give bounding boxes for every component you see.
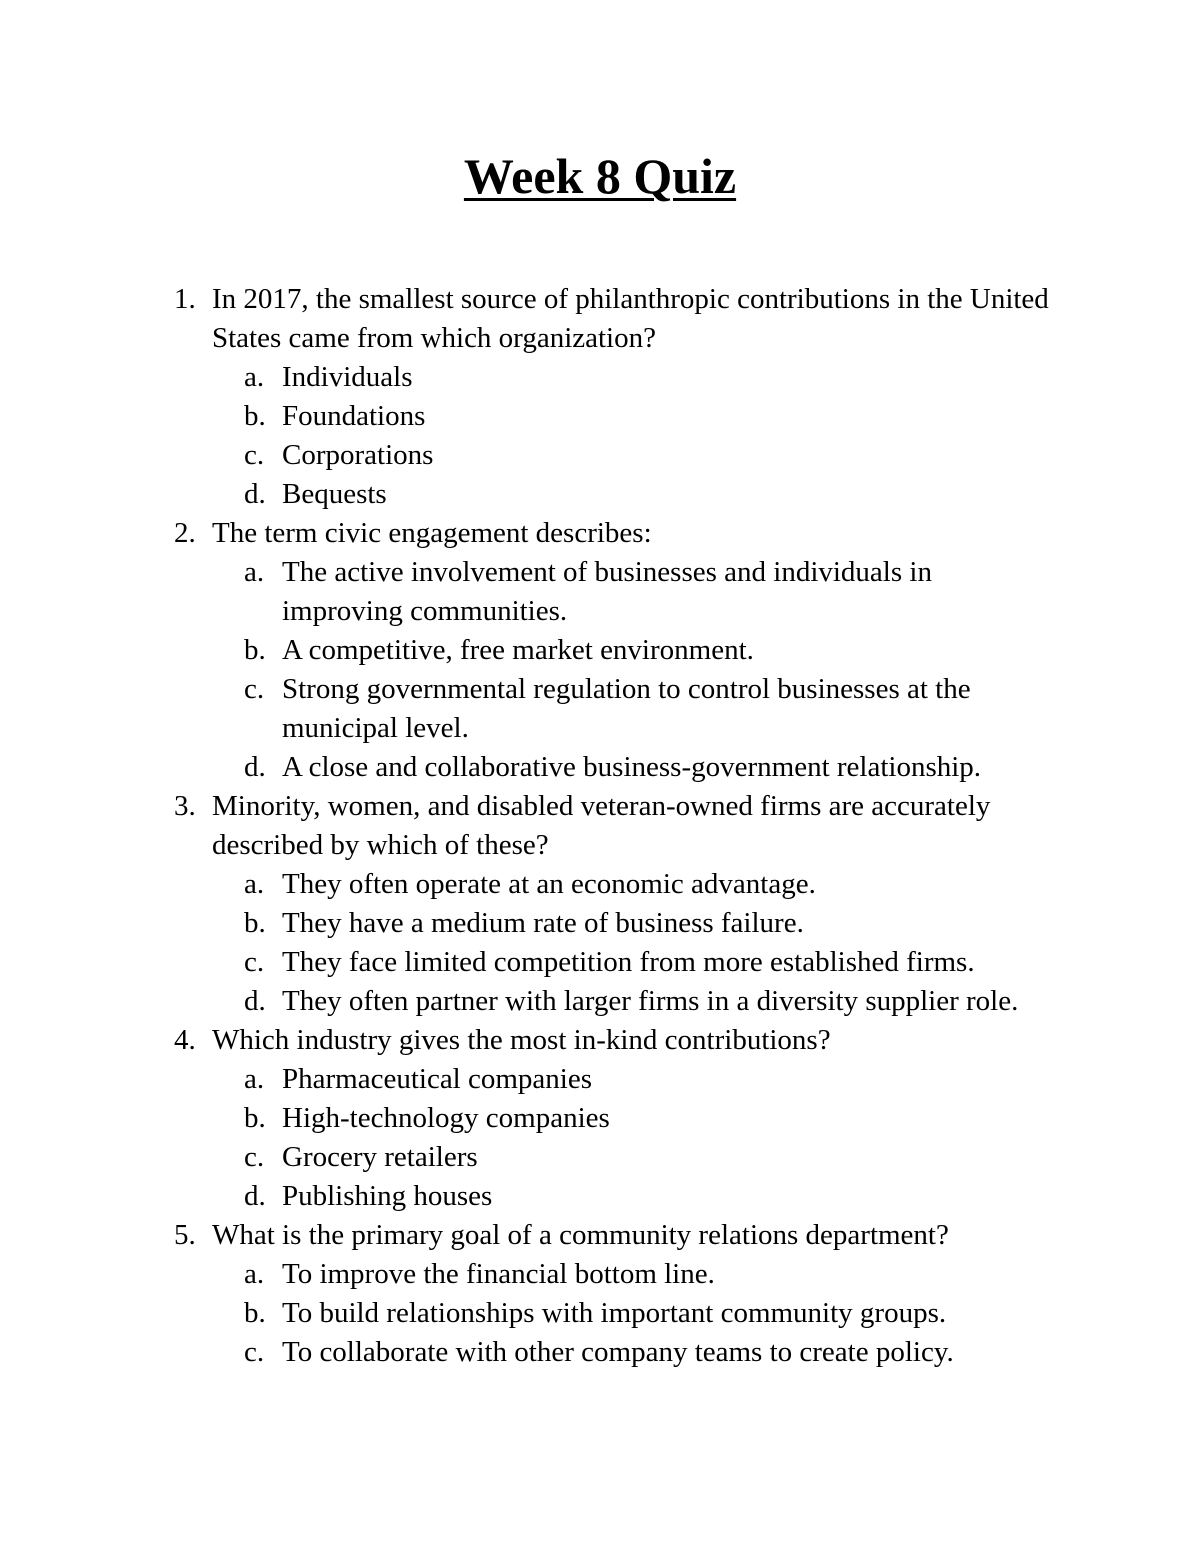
option-item: [212, 670, 1052, 748]
question-text: Minority, women, and disabled veteran-owned firms are accurately described by which of these?: [212, 790, 991, 861]
option-item: [212, 1138, 1052, 1177]
option-letter: d.: [244, 985, 266, 1017]
option-item: [212, 943, 1052, 982]
option-letter: c.: [244, 1141, 265, 1173]
option-item: [212, 748, 1052, 787]
option-text: They often operate at an economic advantage.: [282, 868, 816, 900]
option-item: [212, 358, 1052, 397]
option-letter: d.: [244, 478, 266, 510]
option-item: [212, 982, 1052, 1021]
option-item: [212, 475, 1052, 514]
option-letter: a.: [244, 868, 265, 900]
option-item: [212, 1099, 1052, 1138]
option-list: [212, 553, 1072, 787]
option-text: A competitive, free market environment.: [282, 634, 754, 666]
question-5: [0, 1216, 1072, 1372]
option-list: [212, 865, 1072, 1021]
option-text: High-technology companies: [282, 1102, 610, 1134]
option-letter: b.: [244, 1102, 266, 1134]
option-text: They often partner with larger firms in a diversity supplier role.: [282, 985, 1019, 1017]
question-1: [0, 280, 1072, 514]
option-text: To build relationships with important community groups.: [282, 1297, 947, 1329]
option-letter: b.: [244, 400, 266, 432]
option-letter: a.: [244, 1063, 265, 1095]
option-letter: c.: [244, 1336, 265, 1368]
option-text: Strong governmental regulation to control businesses at the municipal level.: [282, 673, 971, 744]
option-text: Pharmaceutical companies: [282, 1063, 593, 1095]
option-letter: b.: [244, 1297, 266, 1329]
option-text: Corporations: [282, 439, 434, 471]
option-letter: d.: [244, 1180, 266, 1212]
option-letter: d.: [244, 751, 266, 783]
question-number: 5.: [174, 1219, 196, 1251]
question-number: 1.: [174, 283, 196, 315]
option-text: Foundations: [282, 400, 426, 432]
option-text: To improve the financial bottom line.: [282, 1258, 715, 1290]
option-item: [212, 1177, 1052, 1216]
option-letter: c.: [244, 673, 265, 705]
page-title: Week 8 Quiz: [463, 148, 737, 204]
option-item: [212, 1333, 1052, 1372]
question-3: [0, 787, 1072, 1021]
option-item: [212, 1060, 1052, 1099]
option-text: To collaborate with other company teams to create policy.: [282, 1336, 954, 1368]
option-list: [212, 358, 1072, 514]
option-item: [212, 865, 1052, 904]
option-letter: b.: [244, 634, 266, 666]
option-item: [212, 1255, 1052, 1294]
option-list: [212, 1255, 1072, 1372]
question-number: 2.: [174, 517, 196, 549]
option-item: [212, 904, 1052, 943]
option-letter: c.: [244, 946, 265, 978]
option-letter: a.: [244, 361, 265, 393]
question-text: Which industry gives the most in-kind contributions?: [212, 1024, 831, 1056]
option-text: Bequests: [282, 478, 387, 510]
option-item: [212, 397, 1052, 436]
option-letter: a.: [244, 556, 265, 588]
question-text: In 2017, the smallest source of philanthropic contributions in the United States came from which organization?: [212, 283, 1049, 354]
question-4: [0, 1021, 1072, 1216]
option-letter: b.: [244, 907, 266, 939]
option-text: They face limited competition from more established firms.: [282, 946, 975, 978]
option-item: [212, 1294, 1052, 1333]
option-item: [212, 553, 1052, 631]
option-text: Publishing houses: [282, 1180, 493, 1212]
question-number: 3.: [174, 790, 196, 822]
option-text: Grocery retailers: [282, 1141, 478, 1173]
question-number: 4.: [174, 1024, 196, 1056]
option-text: They have a medium rate of business failure.: [282, 907, 804, 939]
option-list: [212, 1060, 1072, 1216]
option-letter: c.: [244, 439, 265, 471]
option-text: The active involvement of businesses and individuals in improving communities.: [282, 556, 932, 627]
option-item: [212, 631, 1052, 670]
question-text: The term civic engagement describes:: [212, 517, 652, 549]
option-text: Individuals: [282, 361, 413, 393]
question-list: [0, 280, 1200, 1372]
option-text: A close and collaborative business-government relationship.: [282, 751, 982, 783]
question-2: [0, 514, 1072, 787]
option-item: [212, 436, 1052, 475]
question-text: What is the primary goal of a community relations department?: [212, 1219, 949, 1251]
option-letter: a.: [244, 1258, 265, 1290]
